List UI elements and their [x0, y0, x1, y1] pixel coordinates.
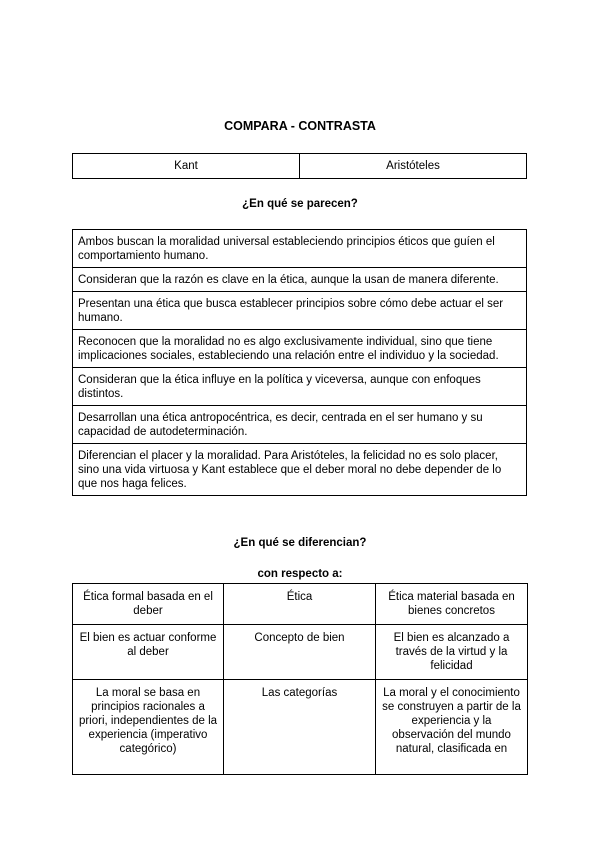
differences-table [72, 583, 528, 775]
diff-criterion-cell: Concepto de bien [224, 625, 376, 680]
diff-kant-cell: Ética formal basada en el deber [73, 584, 224, 625]
diff-kant-cell: La moral se basa en principios racionales a priori, independientes de la experiencia (imperativo categórico) [73, 680, 224, 775]
diff-aristoteles-cell: Ética material basada en bienes concretos [376, 584, 528, 625]
similarity-item: Reconocen que la moralidad no es algo exclusivamente individual, sino que tiene implicaciones sociales, estableciendo una relación entre el individuo y la sociedad. [73, 330, 527, 368]
similarity-item: Desarrollan una ética antropocéntrica, es decir, centrada en el ser humano y su capacidad de autodeterminación. [73, 406, 527, 444]
differences-subheading: con respecto a: [257, 568, 343, 580]
differences-heading: ¿En qué se diferencian? [233, 537, 367, 549]
diff-aristoteles-cell: El bien es alcanzado a través de la virtud y la felicidad [376, 625, 528, 680]
philosophers-header-table [72, 153, 527, 179]
similarity-item: Diferencian el placer y la moralidad. Para Aristóteles, la felicidad no es solo placer, sino una vida virtuosa y Kant establece que el deber moral no debe depender de lo que nos haga felices. [73, 444, 527, 496]
diff-criterion-cell: Ética [224, 584, 376, 625]
similarity-item: Ambos buscan la moralidad universal estableciendo principios éticos que guíen el comportamiento humano. [73, 230, 527, 268]
similarity-item: Consideran que la ética influye en la política y viceversa, aunque con enfoques distintos. [73, 368, 527, 406]
diff-aristoteles-cell: La moral y el conocimiento se construyen a partir de la experiencia y la observación del mundo natural, clasificada en [376, 680, 528, 775]
similarity-item: Consideran que la razón es clave en la ética, aunque la usan de manera diferente. [73, 268, 527, 292]
header-aristoteles: Aristóteles [300, 154, 527, 179]
page-title: COMPARA - CONTRASTA [224, 119, 376, 133]
diff-criterion-cell: Las categorías [224, 680, 376, 775]
similarities-heading: ¿En qué se parecen? [242, 198, 358, 210]
header-kant: Kant [73, 154, 300, 179]
diff-kant-cell: El bien es actuar conforme al deber [73, 625, 224, 680]
similarity-item: Presentan una ética que busca establecer principios sobre cómo debe actuar el ser humano. [73, 292, 527, 330]
similarities-table [72, 229, 527, 496]
